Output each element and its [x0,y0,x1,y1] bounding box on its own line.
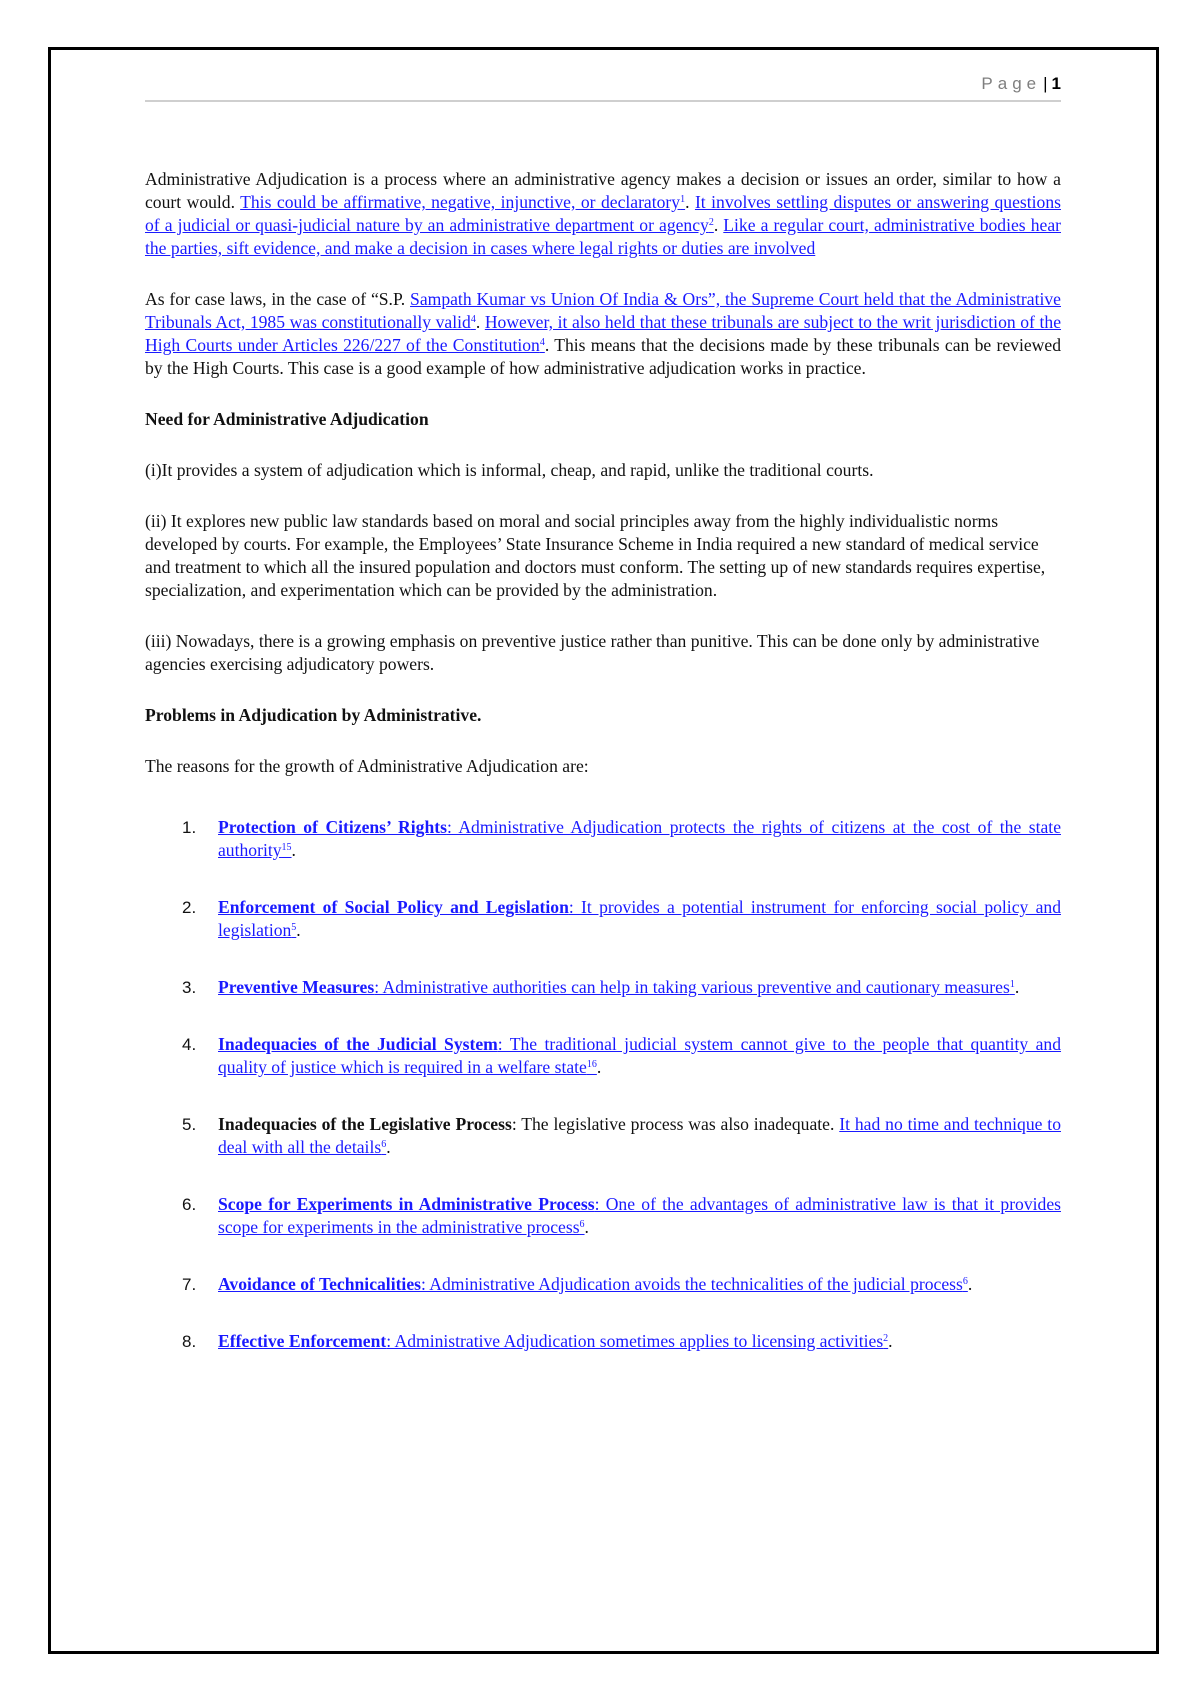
list-item: 6. Scope for Experiments in Administrative Process: One of the advantages of administrative law is that it provides scope for experiments in the administrative process$^6$. [182,1194,1061,1237]
list-item: 5. Inadequacies of the Legislative Process: The legislative process was also inadequate. It had no time and technique to deal with all the details$^6$. [182,1114,1061,1157]
document-body [145,168,1061,1387]
footnote-ref[interactable]: 2 [708,217,714,228]
list-number: 4. [182,1035,197,1054]
reasons-intro: The reasons for the growth of Administrative Adjudication are: [145,756,589,776]
reasons-list [145,816,1061,1353]
footnote-ref[interactable]: 6 [381,1139,387,1150]
reason-text: : The legislative process was also inadequate. [511,1114,840,1134]
footnote-ref[interactable]: 6 [962,1276,968,1287]
list-number: 8. [182,1332,197,1351]
footnote-ref[interactable]: 1 [680,194,686,205]
list-number: 2. [182,898,197,917]
page-header [145,74,1061,102]
list-number: 1. [182,818,197,837]
footnote-ref[interactable]: 4 [539,337,545,348]
problems-heading: Problems in Adjudication by Administrative. [145,705,482,725]
reason-link[interactable]: Scope for Experiments in Administrative Process: One of the advantages of administrative law is that it provides scope for experiments in the administrative process$^6$ [218,1194,1061,1237]
intro-link-2[interactable]: It involves settling disputes or answering questions of a judicial or quasi-judicial nature by an administrative department or agency$^2$ [145,192,1061,235]
footnote-ref[interactable]: 4 [470,314,476,325]
reason-link[interactable]: Protection of Citizens’ Rights: Administrative Adjudication protects the rights of citizens at the cost of the state authority$^{15}$ [218,817,1061,860]
reason-title: Inadequacies of the Legislative Process [218,1114,512,1134]
page-number: 1 [1051,74,1061,93]
footnote-ref[interactable]: 16 [586,1059,597,1070]
case-law-text: As for case laws, in the case of “S.P. [145,289,411,309]
list-number: 6. [182,1195,197,1214]
case-law-link-1[interactable]: Sampath Kumar vs Union Of India & Ors”, the Supreme Court held that the Administrative Tribunals Act, 1985 was constitutionally valid$^4$ [145,289,1061,332]
need-point-1: (i)It provides a system of adjudication which is informal, cheap, and rapid, unlike the traditional courts. [145,460,874,480]
reason-link[interactable]: Inadequacies of the Judicial System: The traditional judicial system cannot give to the people that quantity and quality of justice which is required in a welfare state$^{16}$ [218,1034,1062,1077]
case-law-text-2: . This means that the decisions made by these tribunals can be reviewed by the High Courts. This case is a good example of how administrative adjudication works in practice. [145,335,1061,378]
header-separator: | [1043,74,1048,93]
intro-text: Administrative Adjudication is a process where an administrative agency makes a decision or issues an order, similar to how a court would. [145,169,1061,212]
list-number: 5. [182,1115,197,1134]
list-item: 3. Preventive Measures: Administrative authorities can help in taking various preventive and cautionary measures$^1$. [182,977,1020,997]
reason-link[interactable]: Enforcement of Social Policy and Legislation: It provides a potential instrument for enforcing social policy and legislation$^5$ [218,897,1061,940]
footnote-ref[interactable]: 5 [291,922,297,933]
need-point-3: (iii) Nowadays, there is a growing emphasis on preventive justice rather than punitive. This can be done only by administrative agencies exercising adjudicatory powers. [145,631,1040,674]
need-heading: Need for Administrative Adjudication [145,409,429,429]
footnote-ref[interactable]: 1 [1009,979,1015,990]
list-item: 4. Inadequacies of the Judicial System: The traditional judicial system cannot give to the people that quantity and quality of justice which is required in a welfare state$^{16}$. [182,1034,1062,1077]
list-item: 7. Avoidance of Technicalities: Administrative Adjudication avoids the technicalities of the judicial process$^6$. [182,1274,973,1294]
list-number: 7. [182,1275,197,1294]
reason-link[interactable]: Avoidance of Technicalities: Administrative Adjudication avoids the technicalities of the judicial process$^6$ [218,1274,968,1294]
footnote-ref[interactable]: 2 [883,1333,889,1344]
case-law-paragraph: As for case laws, in the case of “S.P. Sampath Kumar vs Union Of India & Ors”, the Supreme Court held that the Administrative Tribunals Act, 1985 was constitutionally valid$^4$. However, it also held that these tribunals are subject to the writ jurisdiction of the High Courts under Articles 226/227 of the Constitution$^4$. This means that the decisions made by these tribunals can be reviewed by the High Courts. This case is a good example of how administrative adjudication works in practice. [145,289,1062,378]
list-item: 2. Enforcement of Social Policy and Legislation: It provides a potential instrument for enforcing social policy and legislation$^5$. [182,897,1061,940]
intro-link-3[interactable]: Like a regular court, administrative bodies hear the parties, sift evidence, and make a decision in cases where legal rights or duties are involved [145,215,1061,258]
footnote-ref[interactable]: 6 [579,1219,585,1230]
case-law-link-2[interactable]: However, it also held that these tribunals are subject to the writ jurisdiction of the High Courts under Articles 226/227 of the Constitution$^4$ [145,312,1062,355]
reason-link[interactable]: Effective Enforcement: Administrative Adjudication sometimes applies to licensing activities$^2$ [218,1331,889,1351]
page-label: Page [981,74,1042,93]
list-item: 1. Protection of Citizens’ Rights: Administrative Adjudication protects the rights of citizens at the cost of the state authority$^{15}$. [182,817,1061,860]
reason-link[interactable]: It had no time and technique to deal with all the details$^6$ [218,1114,1061,1157]
list-number: 3. [182,978,197,997]
footnote-ref[interactable]: 15 [281,842,292,853]
reason-link[interactable]: Preventive Measures: Administrative authorities can help in taking various preventive and cautionary measures$^1$ [218,977,1015,997]
need-point-2: (ii) It explores new public law standards based on moral and social principles away from the highly individualistic norms developed by courts. For example, the Employees’ State Insurance Scheme in India required a new standard of medical service and treatment to which all the insured population and doctors must conform. The setting up of new standards requires expertise, specialization, and experimentation which can be provided by the administration. [145,511,1046,600]
list-item: 8. Effective Enforcement: Administrative Adjudication sometimes applies to licensing activities$^2$. [182,1331,893,1351]
intro-paragraph: Administrative Adjudication is a process where an administrative agency makes a decision or issues an order, similar to how a court would. This could be affirmative, negative, injunctive, or declaratory$^1$. It involves settling disputes or answering questions of a judicial or quasi-judicial nature by an administrative department or agency$^2$. Like a regular court, administrative bodies hear the parties, sift evidence, and make a decision in cases where legal rights or duties are involved [145,169,1061,258]
intro-link-1[interactable]: This could be affirmative, negative, injunctive, or declaratory$^1$ [240,192,686,212]
